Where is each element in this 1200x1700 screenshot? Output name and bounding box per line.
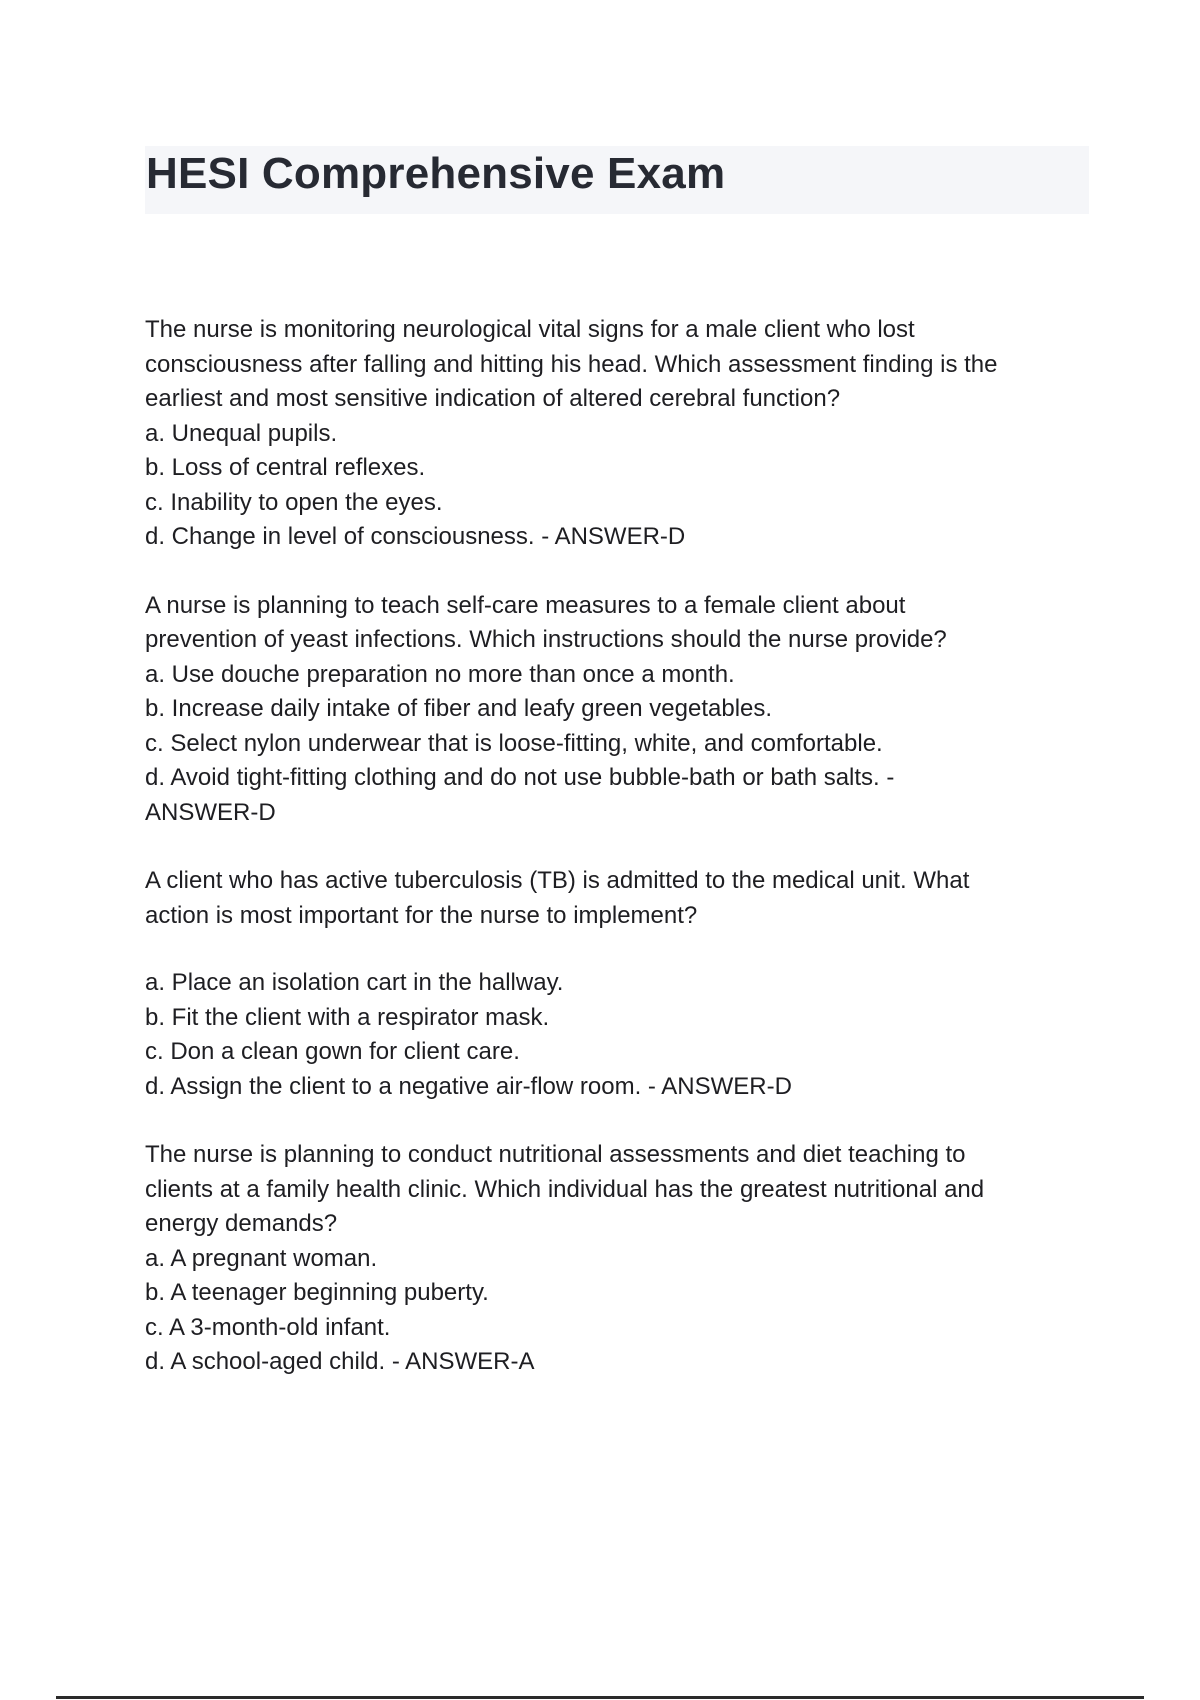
question-4-option-a: a. A pregnant woman. <box>145 1244 378 1272</box>
question-2-option-a: a. Use douche preparation no more than once a month. <box>145 660 735 688</box>
question-3-option-b: b. Fit the client with a respirator mask. <box>145 1003 550 1031</box>
question-3-stem-line-1: A client who has active tuberculosis (TB) is admitted to the medical unit. What <box>145 867 970 894</box>
question-1-option-d-answer: d. Change in level of consciousness. - ANSWER-D <box>145 523 686 550</box>
question-3-option-c: c. Don a clean gown for client care. <box>145 1038 520 1065</box>
question-3-stem-line-2: action is most important for the nurse to implement? <box>145 901 698 929</box>
question-1-stem-line-2: consciousness after falling and hitting his head. Which assessment finding is the <box>145 350 998 378</box>
question-2-stem-line-1: A nurse is planning to teach self-care measures to a female client about <box>145 591 906 619</box>
question-4-stem-line-3: energy demands? <box>145 1210 338 1237</box>
question-2-option-c: c. Select nylon underwear that is loose-fitting, white, and comfortable. <box>145 729 883 757</box>
footer-divider <box>56 1696 1144 1699</box>
question-1-stem-line-1: The nurse is monitoring neurological vital signs for a male client who lost <box>145 316 915 343</box>
question-2-option-d: d. Avoid tight-fitting clothing and do not use bubble-bath or bath salts. - <box>145 764 895 791</box>
question-list <box>145 313 1085 1414</box>
question-2-option-b: b. Increase daily intake of fiber and leafy green vegetables. <box>145 695 773 722</box>
page-title: HESI Comprehensive Exam <box>146 149 726 198</box>
question-4-option-d-answer: d. A school-aged child. - ANSWER-A <box>145 1348 535 1375</box>
question-3-option-a: a. Place an isolation cart in the hallway. <box>145 969 564 996</box>
question-2-stem-line-2: prevention of yeast infections. Which instructions should the nurse provide? <box>145 626 947 653</box>
question-4-stem-line-1: The nurse is planning to conduct nutritional assessments and diet teaching to <box>145 1141 966 1168</box>
question-block-3 <box>145 864 1085 1104</box>
question-3-option-d-answer: d. Assign the client to a negative air-flow room. - ANSWER-D <box>145 1072 792 1100</box>
question-block-1 <box>145 313 1085 555</box>
question-1-option-c: c. Inability to open the eyes. <box>145 488 443 516</box>
question-1-option-b: b. Loss of central reflexes. <box>145 454 426 481</box>
question-2-answer: ANSWER-D <box>145 798 276 826</box>
question-3-blank-line <box>145 933 1085 966</box>
question-1-option-a: a. Unequal pupils. <box>145 419 338 447</box>
question-4-option-b: b. A teenager beginning puberty. <box>145 1279 489 1306</box>
question-block-4 <box>145 1138 1085 1380</box>
question-4-option-c: c. A 3-month-old infant. <box>145 1313 391 1341</box>
question-block-2 <box>145 589 1085 831</box>
question-4-stem-line-2: clients at a family health clinic. Which individual has the greatest nutritional and <box>145 1175 985 1203</box>
question-1-stem-line-3: earliest and most sensitive indication of altered cerebral function? <box>145 385 841 412</box>
